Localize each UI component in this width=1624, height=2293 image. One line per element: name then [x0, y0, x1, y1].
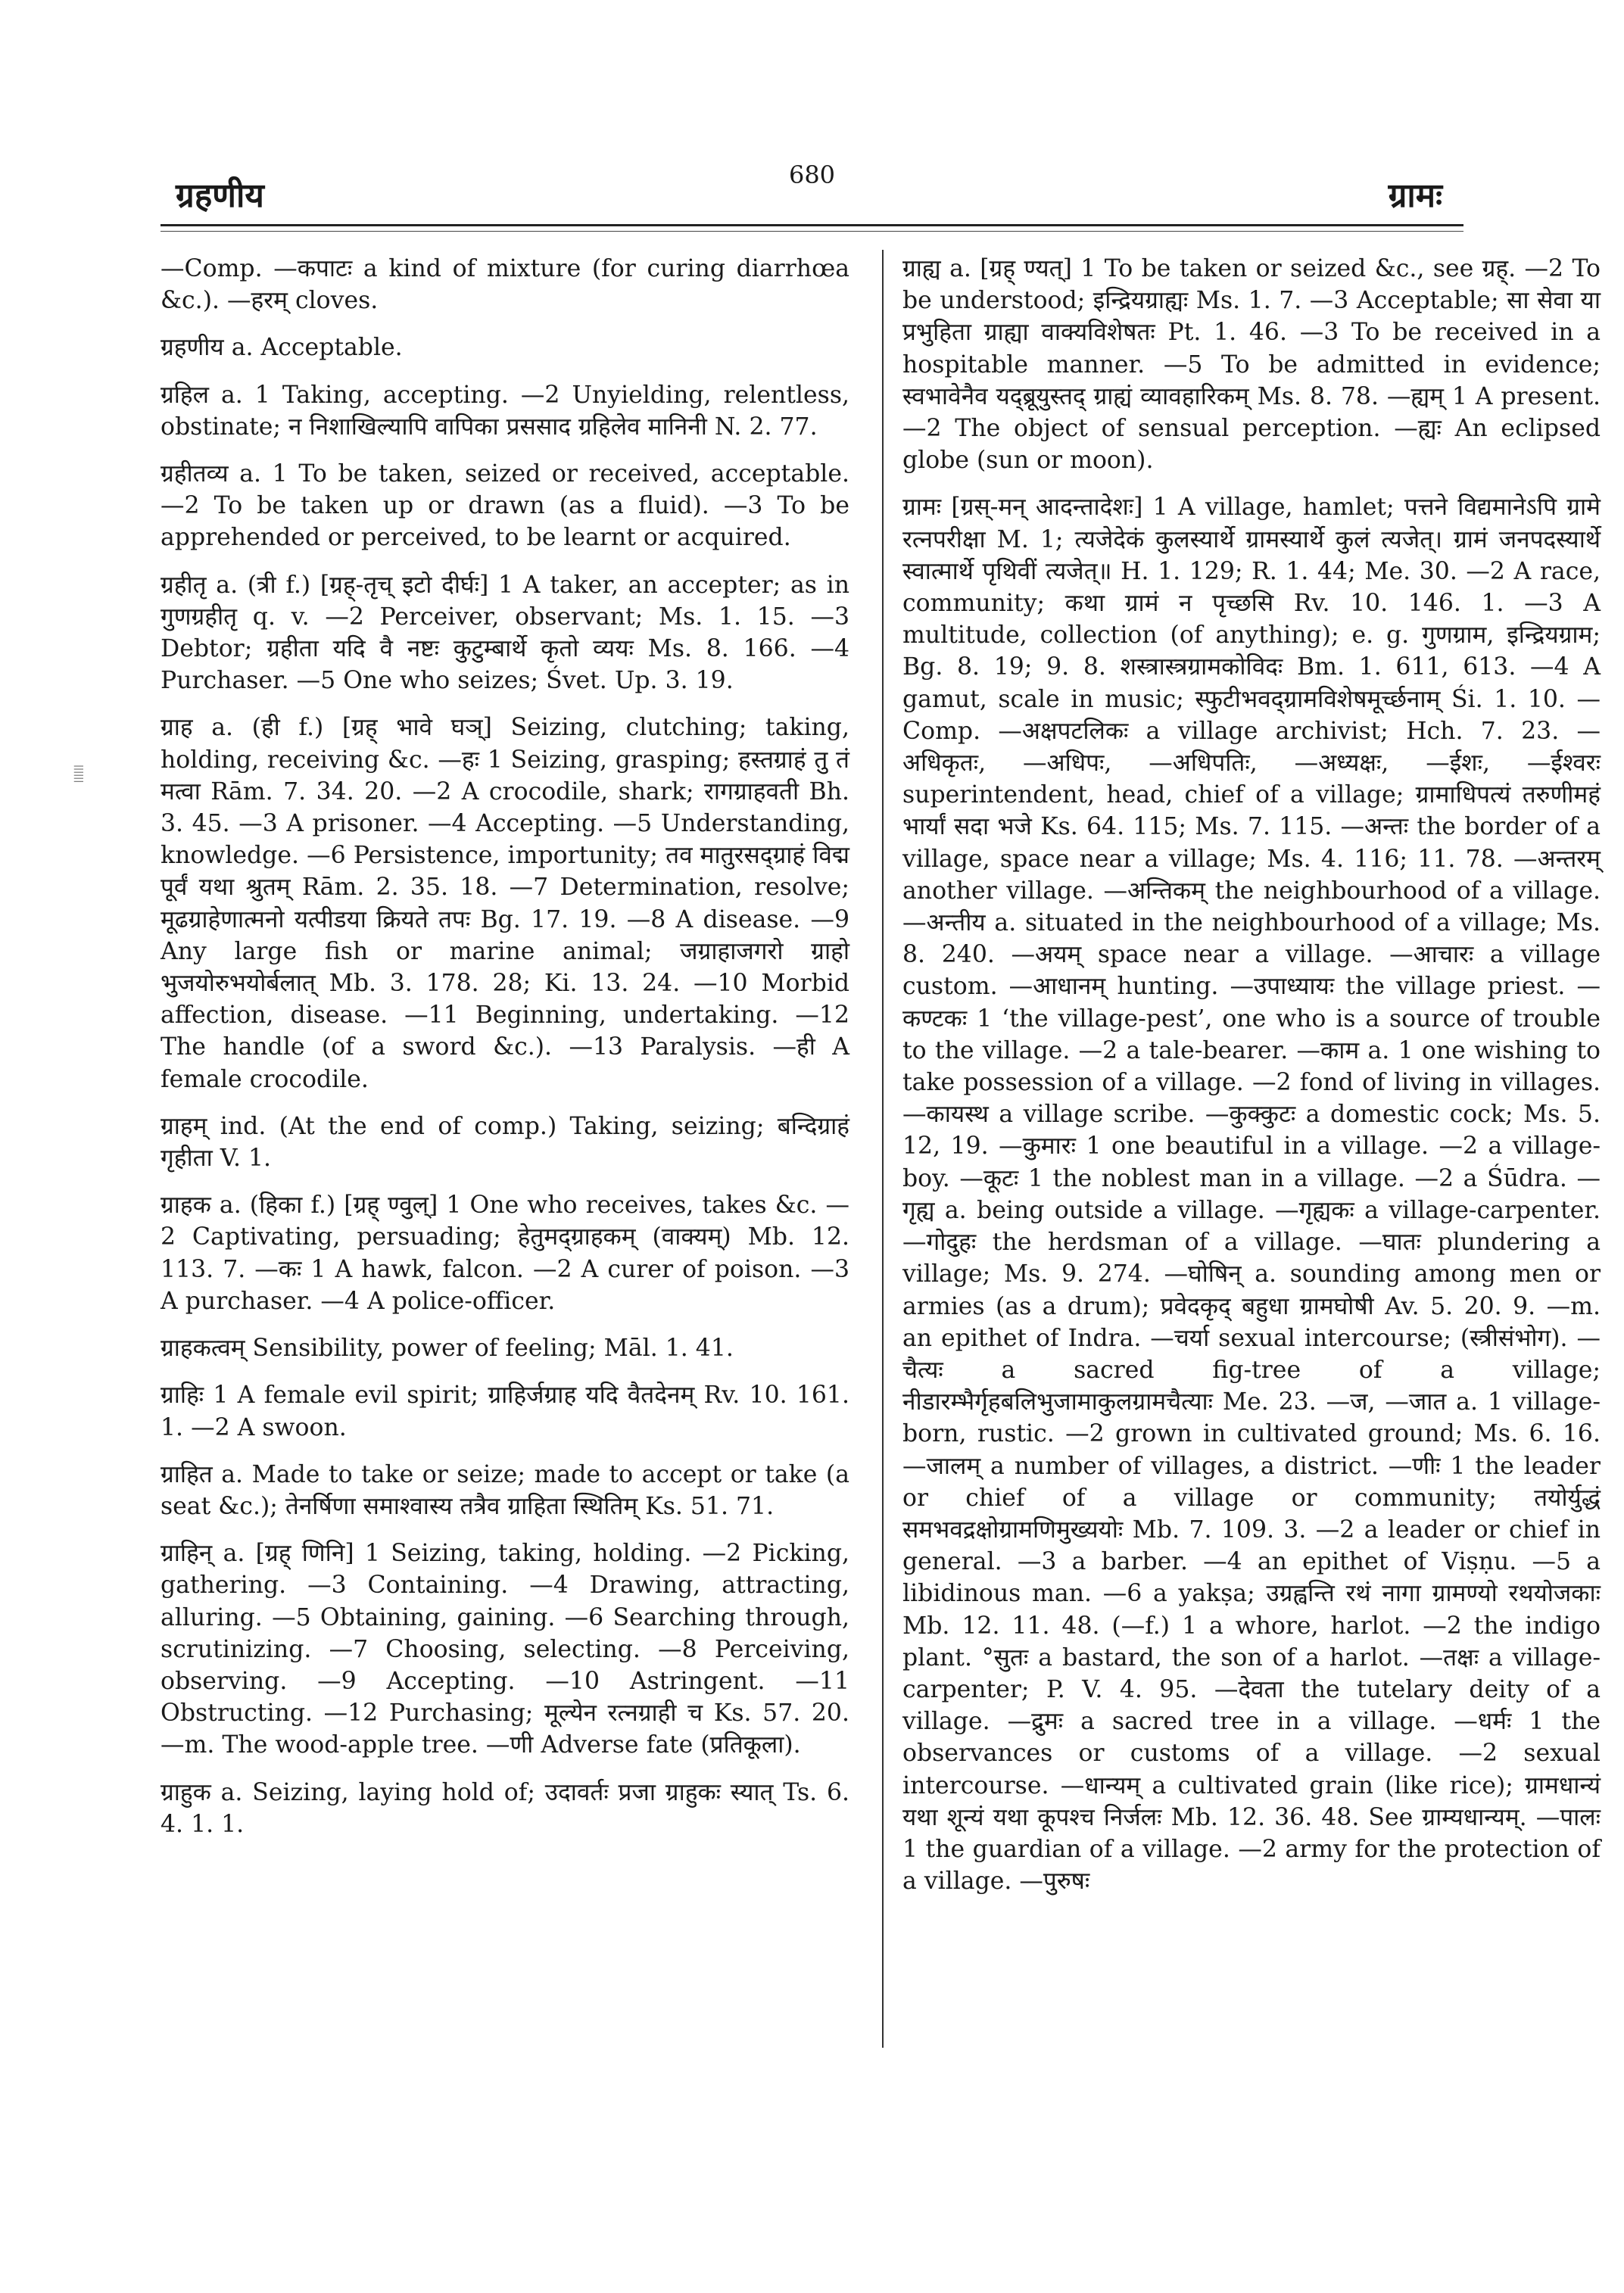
- dictionary-entry: ग्राहकत्वम् Sensibility, power of feeling; Māl. 1. 41.: [161, 1335, 734, 1363]
- left-column: [161, 253, 849, 1855]
- dictionary-entry: ग्राहुक a. Seizing, laying hold of; उदावर्तः प्रजा ग्राहुकः स्यात् Ts. 6. 4. 1. 1.: [161, 1778, 849, 1838]
- dictionary-entry: ग्राह्य a. [ग्रह् ण्यत्] 1 To be taken or seized &c., see ग्रह्. —2 To be understood; इन्द्रियग्राह्यः Ms. 1. 7. —3 Acceptable; सा सेवा या प्रभुहिता ग्राह्या वाक्यविशेषतः Pt. 1. 46. —3 To be received in a hospitable manner. —5 To be admitted in evidence; स्वभावेनैव यद्ब्रूयुस्तद् ग्राह्यं व्यावहारिकम् Ms. 8. 78. —ह्यम् 1 A present. —2 The object of sensual perception. —ह्यः An eclipsed globe (sun or moon).: [902, 255, 1601, 475]
- dictionary-entry: —Comp. —कपाटः a kind of mixture (for curing diarrhœa &c.). —हरम् cloves.: [161, 255, 849, 315]
- right-column: [902, 253, 1601, 1912]
- dictionary-entry: ग्रामः [ग्रस्-मन् आदन्तादेशः] 1 A village, hamlet; पत्तने विद्यमानेऽपि ग्रामे रत्नपरीक्षा M. 1; त्यजेदेकं कुलस्यार्थे ग्रामस्यार्थे कुलं त्यजेत्। ग्रामं जनपदस्यार्थे स्वात्मार्थे पृथिवीं त्यजेत्॥ H. 1. 129; R. 1. 44; Me. 30. —2 A race, community; कथा ग्रामं न पृच्छसि Rv. 10. 146. 1. —3 A multitude, collection (of anything); e. g. गुणग्राम, इन्द्रियग्राम; Bg. 8. 19; 9. 8. शस्त्रास्त्रग्रामकोविदः Bm. 1. 611, 613. —4 A gamut, scale in music; स्फुटीभवद्ग्रामविशेषमूर्च्छनाम् Śi. 1. 10. —Comp. —अक्षपटलिकः a village archivist; Hch. 7. 23. —अधिकृतः, —अधिपः, —अधिपतिः, —अध्यक्षः, —ईशः, —ईश्वरः superintendent, head, chief of a village; ग्रामाधिपत्यं तरुणीमहं भार्यां सदा भजे Ks. 64. 115; Ms. 7. 115. —अन्तः the border of a village, space near a village; Ms. 4. 116; 11. 78. —अन्तरम् another village. —अन्तिकम् the neighbourhood of a village. —अन्तीय a. situated in the neighbourhood of a village; Ms. 8. 240. —अयम् space near a village. —आचारः a village custom. —आधानम् hunting. —उपाध्यायः the village priest. —कण्टकः 1 ‘the village-pest’, one who is a source of trouble to the village. —2 a tale-bearer. —काम a. 1 one wishing to take possession of a village. —2 fond of living in villages. —कायस्थ a village scribe. —कुक्कुटः a domestic cock; Ms. 5. 12, 19. —कुमारः 1 one beautiful in a village. —2 a village-boy. —कूटः 1 the noblest man in a village. —2 a Śūdra. —गृह्य a. being outside a village. —गृह्यकः a village-carpenter. —गोदुहः the herdsman of a village. —घातः plundering a village; Ms. 9. 274. —घोषिन् a. sounding among men or armies (as a drum); प्रवेदकृद् बहुधा ग्रामघोषी Av. 5. 20. 9. —m. an epithet of Indra. —चर्या sexual intercourse; (स्त्रीसंभोग). —चैत्यः a sacred fig-tree of a village; नीडारम्भैर्गृहबलिभुजामाकुलग्रामचैत्याः Me. 23. —ज, —जात a. 1 village-born, rustic. —2 grown in cultivated ground; Ms. 6. 16. —जालम् a number of villages, a district. —णीः 1 the leader or chief of a village or community; तयोर्युद्धं समभवद्रक्षोग्रामणिमुख्ययोः Mb. 7. 109. 3. —2 a leader or chief in general. —3 a barber. —4 an epithet of Viṣṇu. —5 a libidinous man. —6 a yakṣa; उग्रह्वन्ति रथं नागा ग्रामण्यो रथयोजकाः Mb. 12. 11. 48. (—f.) 1 a whore, harlot. —2 the indigo plant. °सुतः a bastard, the son of a harlot. —तक्षः a village-carpenter; P. V. 4. 95. —देवता the tutelary deity of a village. —द्रुमः a sacred tree in a village. —धर्मः 1 the observances or customs of a village. —2 sexual intercourse. —धान्यम् a cultivated grain (like rice); ग्रामधान्यं यथा शून्यं यथा कूपश्च निर्जलः Mb. 12. 36. 48. See ग्राम्यधान्यम्. —पालः 1 the guardian of a village. —2 army for the protection of a village. —पुरुषः: [902, 494, 1601, 1896]
- margin-mark: ||||||: [74, 765, 85, 784]
- dictionary-entry: ग्राहिः 1 A female evil spirit; ग्राहिर्जग्राह यदि वैतदेनम् Rv. 10. 161. 1. —2 A swoon.: [161, 1382, 849, 1441]
- dictionary-entry: ग्राहक a. (हिका f.) [ग्रह् ण्वुल्] 1 One who receives, takes &c. —2 Captivating, persuading; हेतुमद्ग्राहकम् (वाक्यम्) Mb. 12. 113. 7. —कः 1 A hawk, falcon. —2 A curer of poison. —3 A purchaser. —4 A police-officer.: [161, 1192, 849, 1315]
- dictionary-entry: ग्रहीतृ a. (त्री f.) [ग्रह्-तृच् इटो दीर्घः] 1 A taker, an accepter; as in गुणग्रहीतृ q. v. —2 Perceiver, observant; Ms. 1. 15. —3 Debtor; ग्रहीता यदि वै नष्टः कुटुम्बार्थे कृतो व्ययः Ms. 8. 166. —4 Purchaser. —5 One who seizes; Śvet. Up. 3. 19.: [161, 571, 849, 695]
- dictionary-entry: ग्रहिल a. 1 Taking, accepting. —2 Unyielding, relentless, obstinate; न निशाखिल्यापि वापिका प्रससाद ग्रहिलेव मानिनी N. 2. 77.: [161, 381, 849, 441]
- right-running-headword: ग्रामः: [1388, 176, 1442, 215]
- dictionary-entry: ग्राहिन् a. [ग्रह् णिनि] 1 Seizing, taking, holding. —2 Picking, gathering. —3 Containing. —4 Drawing, attracting, alluring. —5 Obtaining, gaining. —6 Searching through, scrutinizing. —7 Choosing, selecting. —8 Perceiving, observing. —9 Accepting. —10 Astringent. —11 Obstructing. —12 Purchasing; मूल्येन रत्नग्राही च Ks. 57. 20. —m. The wood-apple tree. —णी Adverse fate (प्रतिकूला).: [161, 1540, 849, 1759]
- dictionary-entry: ग्रहणीय a. Acceptable.: [161, 334, 403, 362]
- left-running-headword: ग्रहणीय: [176, 176, 264, 215]
- header-rule: [161, 224, 1463, 226]
- page-number: 680: [788, 160, 836, 189]
- dictionary-entry: ग्राह a. (ही f.) [ग्रह् भावे घञ्] Seizing, clutching; taking, holding, receiving &c. —हः 1 Seizing, grasping; हस्तग्राहं तु तं मत्वा Rām. 7. 34. 20. —2 A crocodile, shark; रागग्राहवती Bh. 3. 45. —3 A prisoner. —4 Accepting. —5 Understanding, knowledge. —6 Persistence, importunity; तव मातुरसद्ग्राहं विद्म पूर्वं यथा श्रुतम् Rām. 2. 35. 18. —7 Determination, resolve; मूढग्राहेणात्मनो यत्पीडया क्रियते तपः Bg. 17. 19. —8 A disease. —9 Any large fish or marine animal; जग्राहाजगरो ग्राहो भुजयोरुभयोर्बलात् Mb. 3. 178. 28; Ki. 13. 24. —10 Morbid affection, disease. —11 Beginning, undertaking. —12 The handle (of a sword &c.). —13 Paralysis. —ही A female crocodile.: [161, 714, 849, 1093]
- dictionary-entry: ग्रहीतव्य a. 1 To be taken, seized or received, acceptable. —2 To be taken up or drawn (as a fluid). —3 To be apprehended or perceived, to be learnt or acquired.: [161, 460, 849, 552]
- dictionary-entry: ग्राहित a. Made to take or seize; made to accept or take (a seat &c.); तेनर्षिणा समाश्वास्य तत्रैव ग्राहिता स्थितिम् Ks. 51. 71.: [161, 1460, 849, 1520]
- page-header: [0, 0, 1624, 227]
- dictionary-entry: ग्राहम् ind. (At the end of comp.) Taking, seizing; बन्दिग्राहं गृहीता V. 1.: [161, 1112, 849, 1173]
- column-separator: [882, 250, 884, 2048]
- header-rule-thin: [161, 231, 1463, 232]
